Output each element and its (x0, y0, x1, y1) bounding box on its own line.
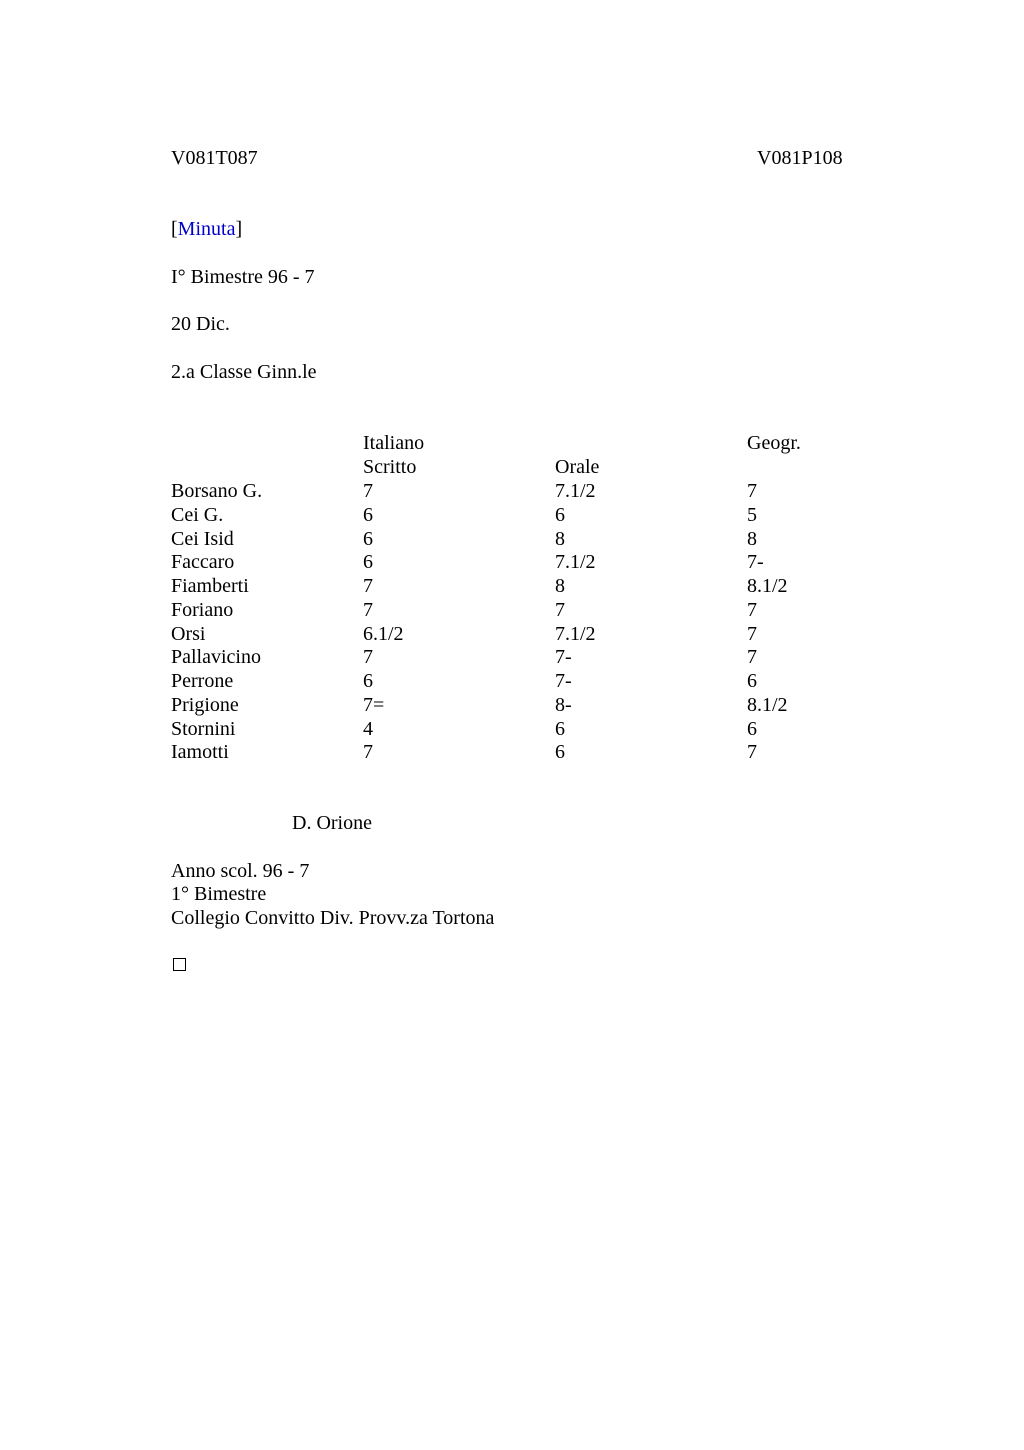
grade-orale: 7.1/2 (555, 480, 596, 502)
grade-geografia: 5 (747, 503, 757, 526)
header-scritto: Scritto (363, 456, 417, 478)
grade-orale: 7.1/2 (555, 622, 596, 645)
class-line: 2.a Classe Ginn.le (171, 361, 317, 383)
footer-anno: Anno scol. 96 - 7 (171, 860, 310, 882)
grade-scritto: 7 (363, 646, 373, 669)
table-row (171, 503, 871, 527)
grade-orale: 8 (555, 527, 565, 550)
grade-geografia: 7 (747, 480, 757, 502)
table-row (171, 479, 871, 503)
grade-geografia: 7 (747, 646, 757, 669)
student-name: Perrone (171, 670, 234, 692)
grade-geografia: 6 (747, 670, 757, 692)
grade-orale: 6 (555, 717, 565, 740)
grade-orale: 7 (555, 598, 565, 621)
document-code-right: V081P108 (757, 147, 843, 169)
student-name: Stornini (171, 717, 236, 740)
grade-scritto: 6 (363, 670, 373, 692)
table-row (171, 740, 871, 764)
grade-scritto: 4 (363, 717, 373, 740)
table-row (171, 645, 871, 669)
header-italiano: Italiano (363, 432, 425, 454)
grade-geografia: 7 (747, 741, 757, 764)
grade-orale: 6 (555, 741, 565, 764)
grade-scritto: 7 (363, 480, 373, 502)
grade-orale: 8 (555, 575, 565, 597)
minuta-open-bracket: [ (171, 218, 178, 240)
grade-geografia: 7- (747, 551, 764, 574)
grade-orale: 6 (555, 503, 565, 526)
table-row (171, 598, 871, 622)
grade-orale: 7- (555, 670, 572, 692)
table-row (171, 527, 871, 551)
checkbox-glyph (173, 958, 186, 971)
grade-scritto: 7 (363, 575, 373, 597)
grade-orale: 7- (555, 646, 572, 669)
student-name: Pallavicino (171, 646, 261, 669)
grade-scritto: 6 (363, 551, 373, 574)
student-name: Cei Isid (171, 527, 234, 550)
header-geografia: Geogr. (747, 432, 801, 454)
table-header-row (171, 431, 871, 455)
grade-orale: 8- (555, 693, 572, 716)
grade-scritto: 6.1/2 (363, 622, 404, 645)
footer-bimestre: 1° Bimestre (171, 883, 267, 905)
student-name: Fiamberti (171, 575, 249, 597)
student-name: Prigione (171, 693, 239, 716)
grade-geografia: 8 (747, 527, 757, 550)
table-row (171, 669, 871, 693)
header-orale: Orale (555, 456, 600, 478)
minuta-link[interactable]: Minuta (177, 218, 236, 240)
grade-geografia: 8.1/2 (747, 575, 788, 597)
student-name: Cei G. (171, 503, 224, 526)
grade-scritto: 6 (363, 503, 373, 526)
date-line: 20 Dic. (171, 313, 230, 335)
student-name: Borsano G. (171, 480, 263, 502)
table-row (171, 622, 871, 646)
grade-scritto: 6 (363, 527, 373, 550)
student-name: Orsi (171, 622, 206, 645)
grade-scritto: 7 (363, 741, 373, 764)
student-name: Faccaro (171, 551, 235, 574)
document-code-left: V081T087 (171, 147, 258, 169)
grade-geografia: 7 (747, 622, 757, 645)
table-row (171, 717, 871, 741)
table-subheader-row (171, 455, 871, 479)
student-name: Foriano (171, 598, 234, 621)
table-row (171, 550, 871, 574)
grade-orale: 7.1/2 (555, 551, 596, 574)
footer-collegio: Collegio Convitto Div. Provv.za Tortona (171, 907, 495, 929)
grade-geografia: 7 (747, 598, 757, 621)
minuta-note (171, 217, 242, 241)
table-row (171, 693, 871, 717)
grade-geografia: 6 (747, 717, 757, 740)
signature: D. Orione (292, 812, 372, 834)
grade-geografia: 8.1/2 (747, 693, 788, 716)
table-row (171, 574, 871, 598)
bimestre-line: I° Bimestre 96 - 7 (171, 266, 315, 288)
grade-scritto: 7 (363, 598, 373, 621)
student-name: Iamotti (171, 741, 229, 764)
minuta-close-bracket: ] (235, 218, 243, 240)
grade-scritto: 7= (363, 693, 385, 716)
